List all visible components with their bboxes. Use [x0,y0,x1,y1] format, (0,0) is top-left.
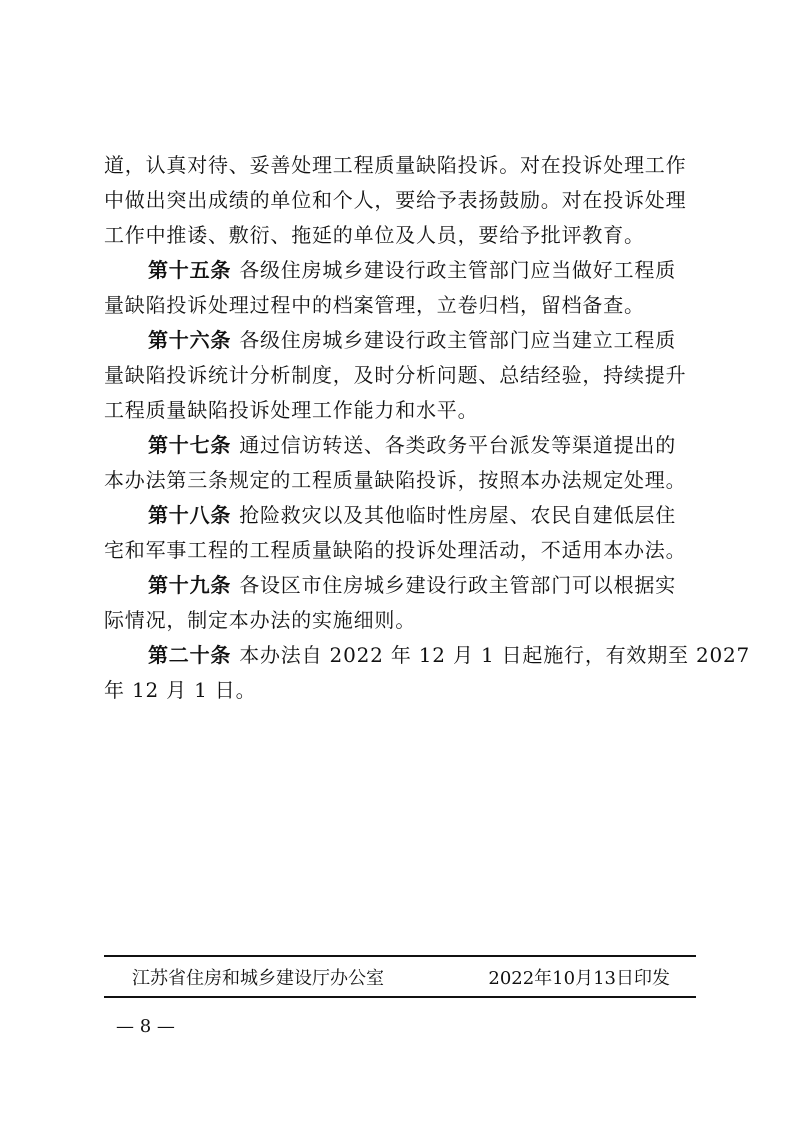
body-line: 工程质量缺陷投诉处理工作能力和水平。 [104,398,479,422]
article-heading: 第十九条 [148,573,232,597]
issue-date: 2022年10月13日印发 [488,968,670,989]
article-17 [104,428,696,463]
issuer: 江苏省住房和城乡建设厅办公室 [132,968,384,989]
article-text: 各级住房城乡建设行政主管部门应当做好工程质 [239,258,677,282]
footer-bottom-rule [104,996,696,998]
article-20 [104,638,751,673]
body-line: 宅和军事工程的工程质量缺陷的投诉处理活动，不适用本办法。 [104,538,687,562]
article-16 [104,323,696,358]
article-heading: 第十八条 [148,503,232,527]
article-text: 各设区市住房城乡建设行政主管部门可以根据实 [239,573,677,597]
document-body [104,148,751,708]
footer-top-rule [104,955,696,957]
article-18 [104,498,696,533]
article-text: 抢险救灾以及其他临时性房屋、农民自建低层住 [239,503,677,527]
page-number: — 8 — [116,1016,175,1037]
article-text: 各级住房城乡建设行政主管部门应当建立工程质 [239,328,677,352]
article-heading: 第十五条 [148,258,232,282]
article-19 [104,568,696,603]
body-line: 道，认真对待、妥善处理工程质量缺陷投诉。对在投诉处理工作 [104,153,687,177]
article-text: 本办法自 2022 年 12 月 1 日起施行，有效期至 2027 [239,643,751,667]
body-line: 量缺陷投诉处理过程中的档案管理，立卷归档，留档备查。 [104,293,645,317]
body-line: 中做出突出成绩的单位和个人，要给予表扬鼓励。对在投诉处理 [104,188,687,212]
article-15 [104,253,696,288]
article-heading: 第二十条 [148,643,232,667]
body-line: 际情况，制定本办法的实施细则。 [104,608,416,632]
article-heading: 第十六条 [148,328,232,352]
article-heading: 第十七条 [148,433,232,457]
body-line: 工作中推诿、敷衍、拖延的单位及人员，要给予批评教育。 [104,223,645,247]
body-line: 年 12 月 1 日。 [104,678,257,702]
body-line: 量缺陷投诉统计分析制度，及时分析问题、总结经验，持续提升 [104,363,687,387]
article-text: 通过信访转送、各类政务平台派发等渠道提出的 [239,433,677,457]
footer [104,966,696,992]
body-line: 本办法第三条规定的工程质量缺陷投诉，按照本办法规定处理。 [104,468,687,492]
